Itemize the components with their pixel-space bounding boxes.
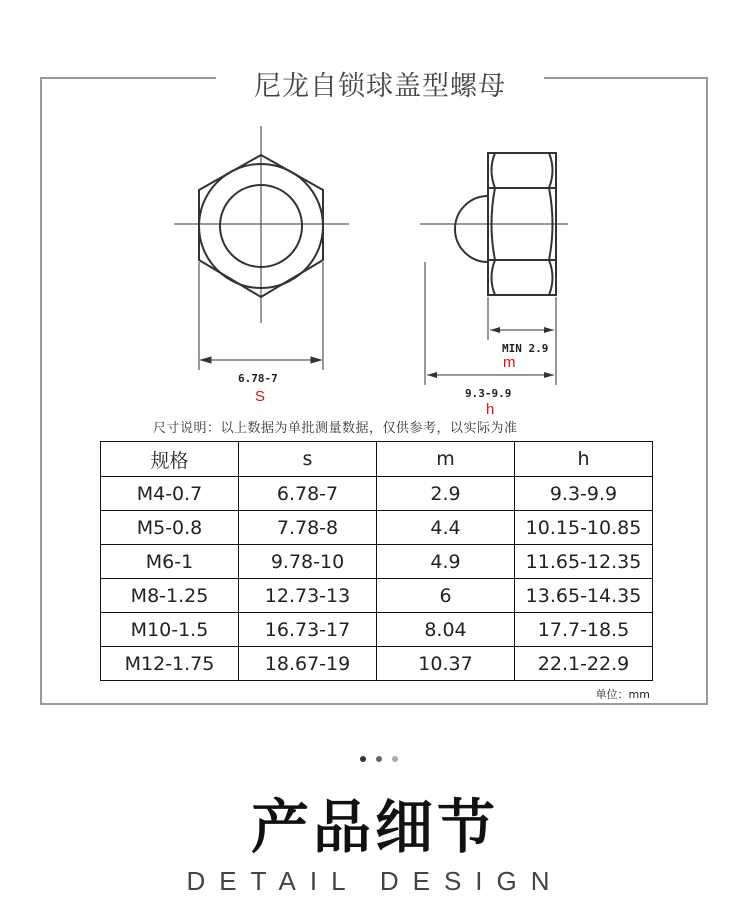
table-row (101, 647, 653, 681)
table-row (101, 511, 653, 545)
spec-table (100, 441, 653, 681)
cell-m: 4.9 (377, 545, 515, 579)
cell-s: 12.73-13 (239, 579, 377, 613)
header-s: s (239, 442, 377, 477)
cell-s: 9.78-10 (239, 545, 377, 579)
table-row (101, 545, 653, 579)
table-row (101, 477, 653, 511)
dome-outline (455, 196, 488, 262)
section-dots (358, 756, 402, 764)
cell-s: 6.78-7 (239, 477, 377, 511)
table-row (101, 613, 653, 647)
cell-m: 6 (377, 579, 515, 613)
dim-s-text: 6.78-7 (238, 372, 278, 385)
cell-spec: M12-1.75 (101, 647, 239, 681)
section-subtitle: DETAIL DESIGN (186, 866, 564, 896)
front-view (174, 126, 349, 370)
cell-h: 9.3-9.9 (515, 477, 653, 511)
cell-spec: M5-0.8 (101, 511, 239, 545)
header-spec: 规格 (101, 442, 239, 477)
cell-spec: M6-1 (101, 545, 239, 579)
cell-h: 10.15-10.85 (515, 511, 653, 545)
header-h: h (515, 442, 653, 477)
table-header-row (101, 442, 653, 477)
drawing-title: 尼龙自锁球盖型螺母 (254, 71, 506, 102)
technical-drawing (0, 0, 750, 420)
cell-spec: M4-0.7 (101, 477, 239, 511)
cell-spec: M10-1.5 (101, 613, 239, 647)
cell-m: 2.9 (377, 477, 515, 511)
cell-s: 16.73-17 (239, 613, 377, 647)
dot-1 (360, 756, 366, 762)
cell-m: 4.4 (377, 511, 515, 545)
cell-h: 22.1-22.9 (515, 647, 653, 681)
cell-spec: M8-1.25 (101, 579, 239, 613)
cell-h: 17.7-18.5 (515, 613, 653, 647)
unit-label: 单位：mm (595, 688, 650, 701)
dot-3 (392, 756, 398, 762)
dim-h-text: 9.3-9.9 (465, 387, 512, 400)
cell-h: 11.65-12.35 (515, 545, 653, 579)
section-title: 产品细节 (250, 793, 499, 861)
table-row (101, 579, 653, 613)
cell-m: 8.04 (377, 613, 515, 647)
cell-m: 10.37 (377, 647, 515, 681)
cell-s: 18.67-19 (239, 647, 377, 681)
cell-s: 7.78-8 (239, 511, 377, 545)
dot-2 (376, 756, 382, 762)
cell-h: 13.65-14.35 (515, 579, 653, 613)
label-m: m (503, 354, 516, 371)
dim-m-text: MIN 2.9 (502, 342, 549, 355)
header-m: m (377, 442, 515, 477)
label-h: h (486, 401, 495, 418)
label-s: S (255, 388, 266, 405)
measurement-note: 尺寸说明：以上数据为单批测量数据，仅供参考，以实际为准 (153, 421, 518, 436)
